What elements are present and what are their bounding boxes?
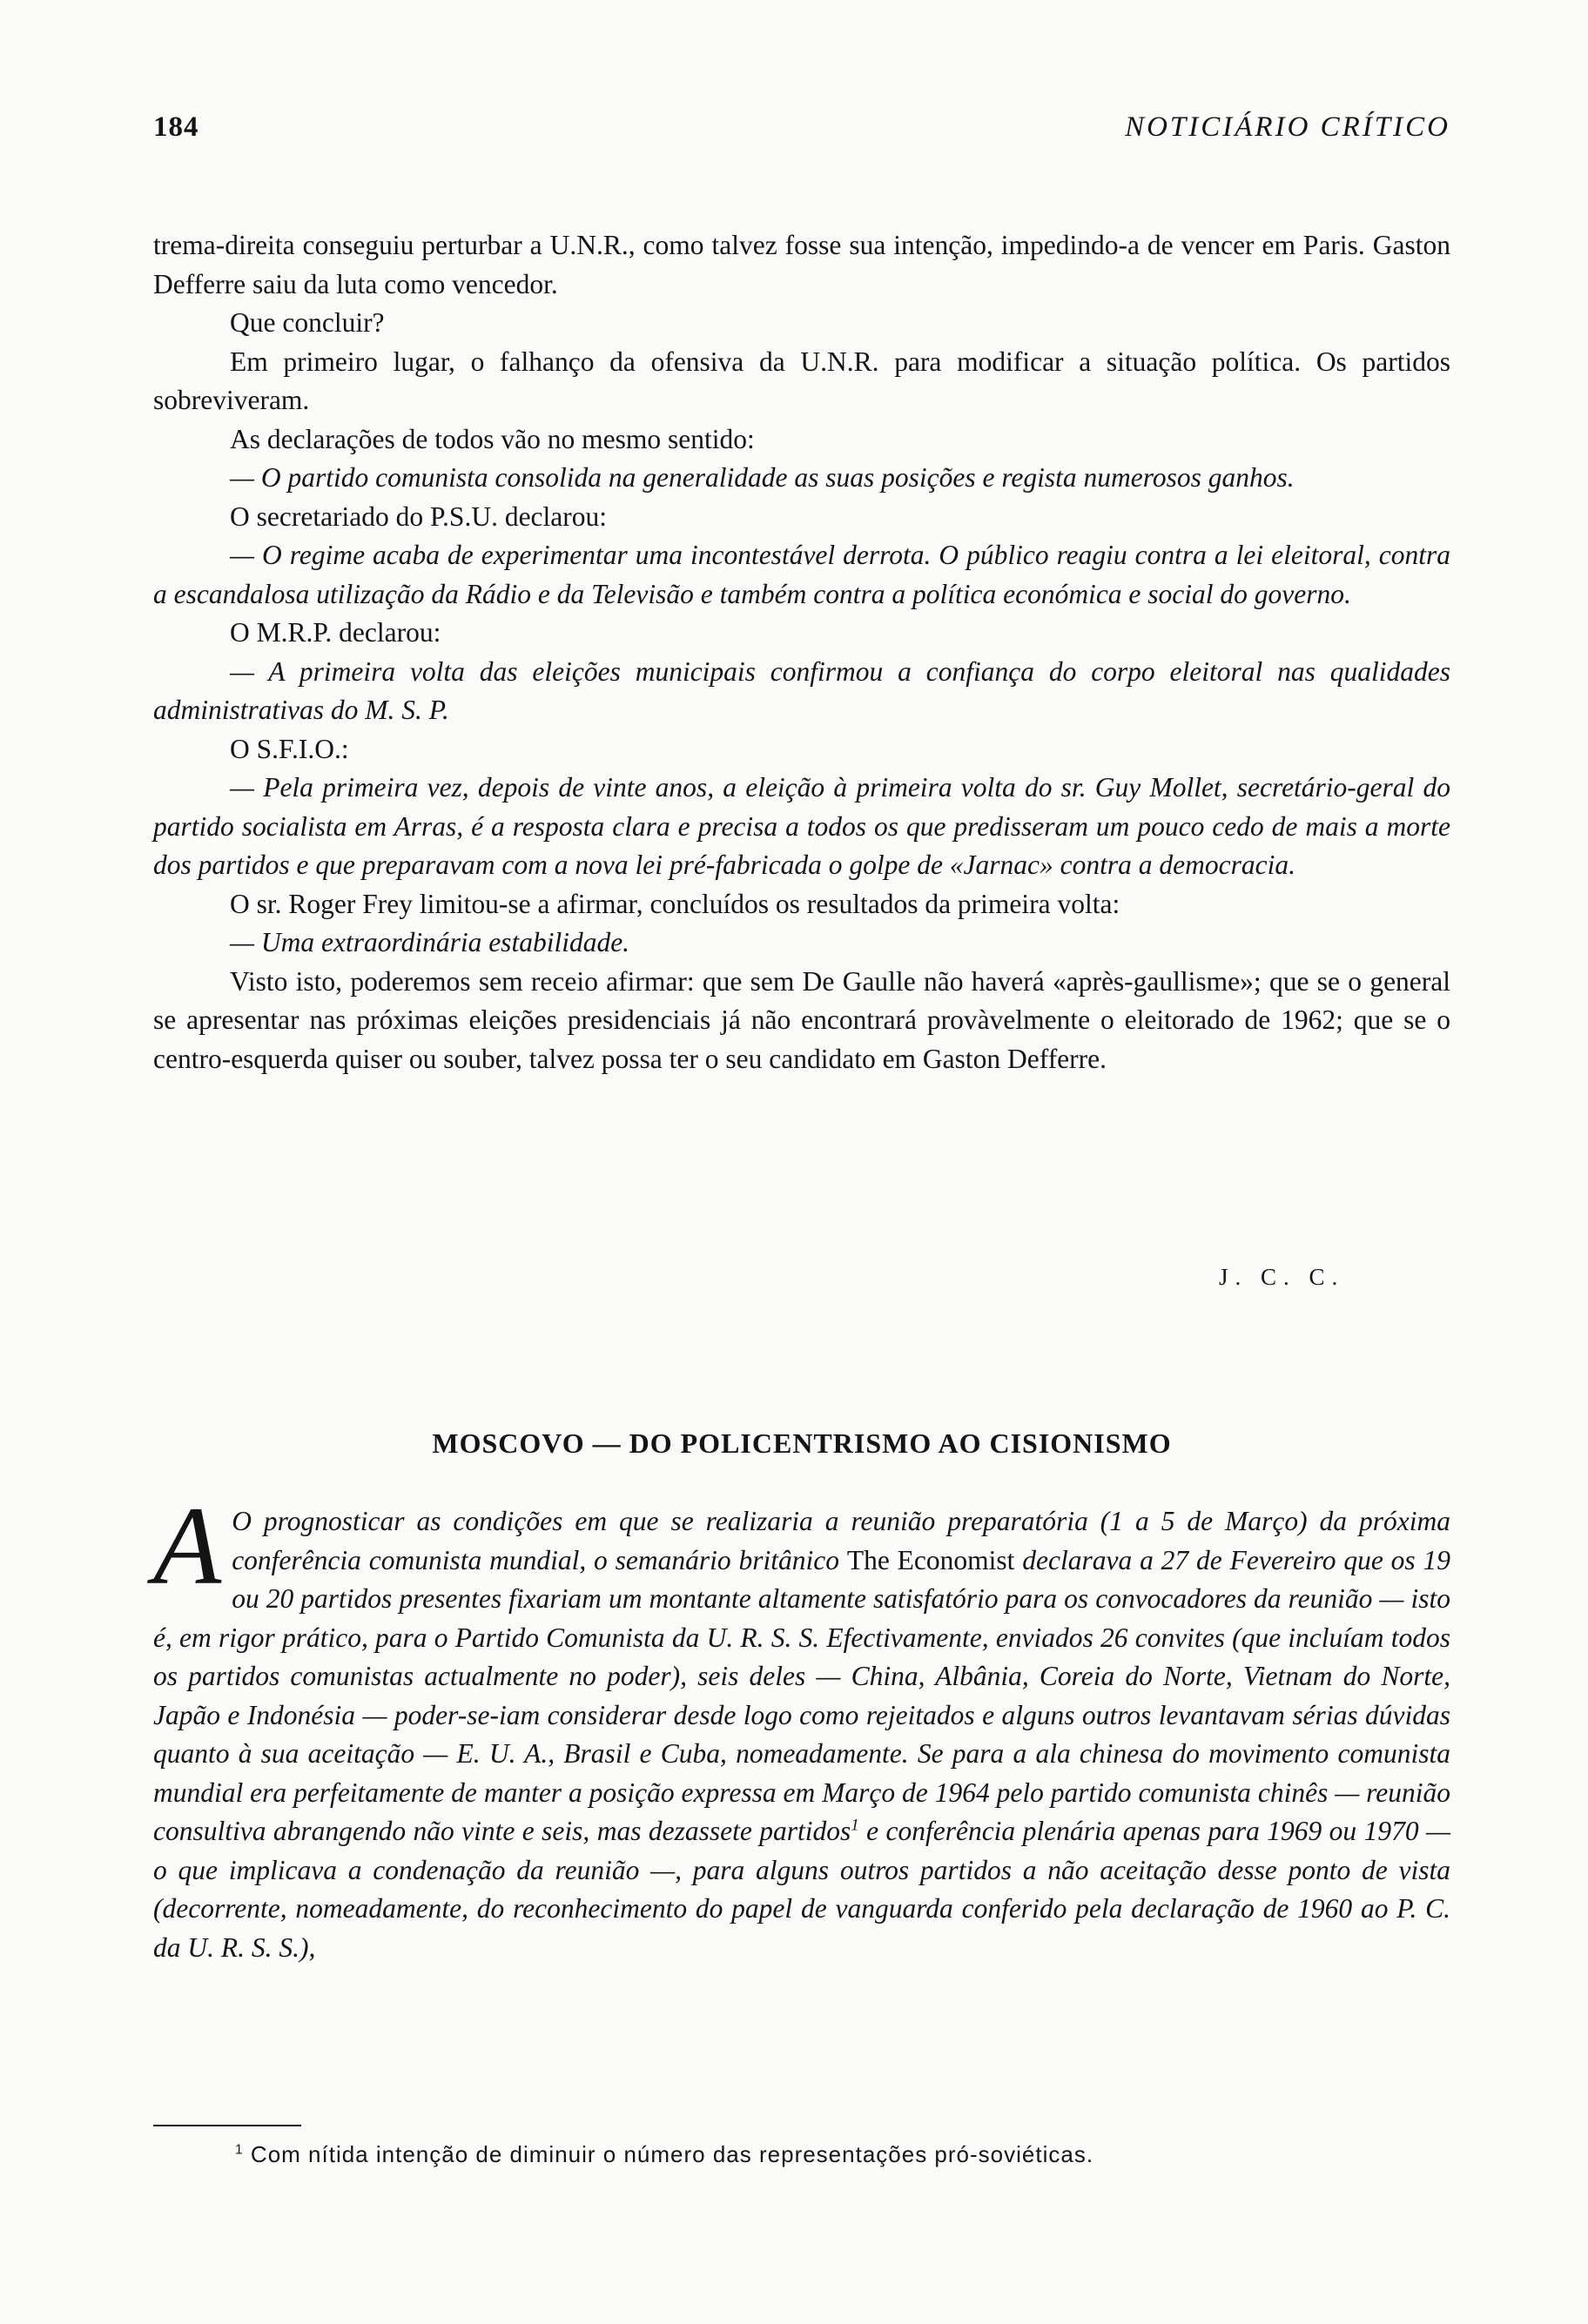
- paragraph: As declarações de todos vão no mesmo sentido:: [230, 423, 755, 454]
- footnote-divider: [153, 2125, 301, 2126]
- paragraph: O secretariado do P.S.U. declarou:: [230, 500, 608, 532]
- paragraph: O M.R.P. declarou:: [230, 617, 441, 648]
- drop-cap: A: [153, 1484, 222, 1608]
- paragraph: O sr. Roger Frey limitou-se a afirmar, concluídos os resultados da primeira volta:: [230, 888, 1120, 919]
- paragraph: O S.F.I.O.:: [230, 733, 349, 764]
- quotation: — A primeira volta das eleições municipais confirmou a confiança do corpo eleitoral nas qualidades administrativas do M. S. P.: [153, 655, 1450, 725]
- publication-name: The Economist: [846, 1544, 1015, 1575]
- quotation: — Pela primeira vez, depois de vinte anos, a eleição à primeira volta do sr. Guy Mollet, secretário-geral do partido socialista em Arras, é a resposta clara e precisa a todos os que predisseram um pouco cedo de mais a morte dos partidos e que preparavam com a nova lei pré-fabricada o golpe de «Jarnac» contra a democracia.: [153, 772, 1450, 880]
- quotation: — O partido comunista consolida na generalidade as suas posições e regista numerosos ganhos.: [230, 462, 1295, 493]
- article-continuation: [153, 226, 1450, 1078]
- paragraph: Visto isto, poderemos sem receio afirmar: que sem De Gaulle não haverá «après-gaullisme»; que se o general se apresentar nas próximas eleições presidenciais já não encontrará provàvelmente o eleitorado de 1962; que se o centro-esquerda quiser ou souber, talvez possa ter o seu candidato em Gaston Defferre.: [153, 965, 1450, 1074]
- paragraph: [153, 1484, 1451, 1967]
- section-body: [153, 1484, 1451, 1967]
- footnote-mark: 1: [235, 2142, 244, 2158]
- section-title: MOSCOVO — DO POLICENTRISMO AO CISIONISMO: [432, 1427, 1172, 1459]
- page-header: [153, 111, 1450, 157]
- text-run: e conferência plenária apenas para 1969 ou 1970 — o que implicava a condenação da reunião —, para alguns outros partidos a não aceitação desse ponto de vista (decorrente, nomeadamente, do reconhecimento do papel de vanguarda conferido pela declaração de 1960 ao P. C. da U. R. S. S.),: [153, 1816, 1450, 1963]
- footnote-text: Com nítida intenção de diminuir o número das representações pró-soviéticas.: [250, 2141, 1094, 2167]
- paragraph: Que concluir?: [230, 307, 385, 338]
- running-head: NOTICIÁRIO CRÍTICO: [1125, 111, 1450, 143]
- footnote-reference[interactable]: 1: [851, 1816, 859, 1835]
- text-run: O prognosticar as condições em que se realizaria a reunião preparatória (1 a 5 de Março) da próxima conferência comunista mundial, o semanário britânico: [232, 1506, 1450, 1575]
- quotation: — O regime acaba de experimentar uma incontestável derrota. O público reagiu contra a lei eleitoral, contra a escandalosa utilização da Rádio e da Televisão e também contra a política económica e social do governo.: [153, 540, 1450, 609]
- paragraph: trema-direita conseguiu perturbar a U.N.R., como talvez fosse sua intenção, impedindo-a de vencer em Paris. Gaston Defferre saiu da luta como vencedor.: [153, 230, 1450, 299]
- author-initials: J. C. C.: [1219, 1264, 1345, 1290]
- page-number: 184: [153, 111, 199, 143]
- paragraph: Em primeiro lugar, o falhanço da ofensiva da U.N.R. para modificar a situação política. Os partidos sobreviveram.: [153, 346, 1450, 415]
- quotation: — Uma extraordinária estabilidade.: [230, 927, 630, 957]
- footnote: [235, 2141, 1093, 2168]
- text-run: declarava a 27 de Fevereiro que os 19 ou 20 partidos presentes fixariam um montante altamente satisfatório para os convocadores da reunião — isto é, em rigor prático, para o Partido Comunista da U. R. S. S. Efectivamente, enviados 26 convites (que incluíam todos os partidos comunistas actualmente no poder), seis deles — China, Albânia, Coreia do Norte, Vietnam do Norte, Japão e Indonésia — poder-se-iam considerar desde logo como rejeitados e alguns outros levantavam sérias dúvidas quanto à sua aceitação — E. U. A., Brasil e Cuba, nomeadamente. Se para a ala chinesa do movimento comunista mundial era perfeitamente de manter a posição expressa em Março de 1964 pelo partido comunista chinês — reunião consultiva abrangendo não vinte e seis, mas dezassete partidos: [153, 1544, 1451, 1846]
